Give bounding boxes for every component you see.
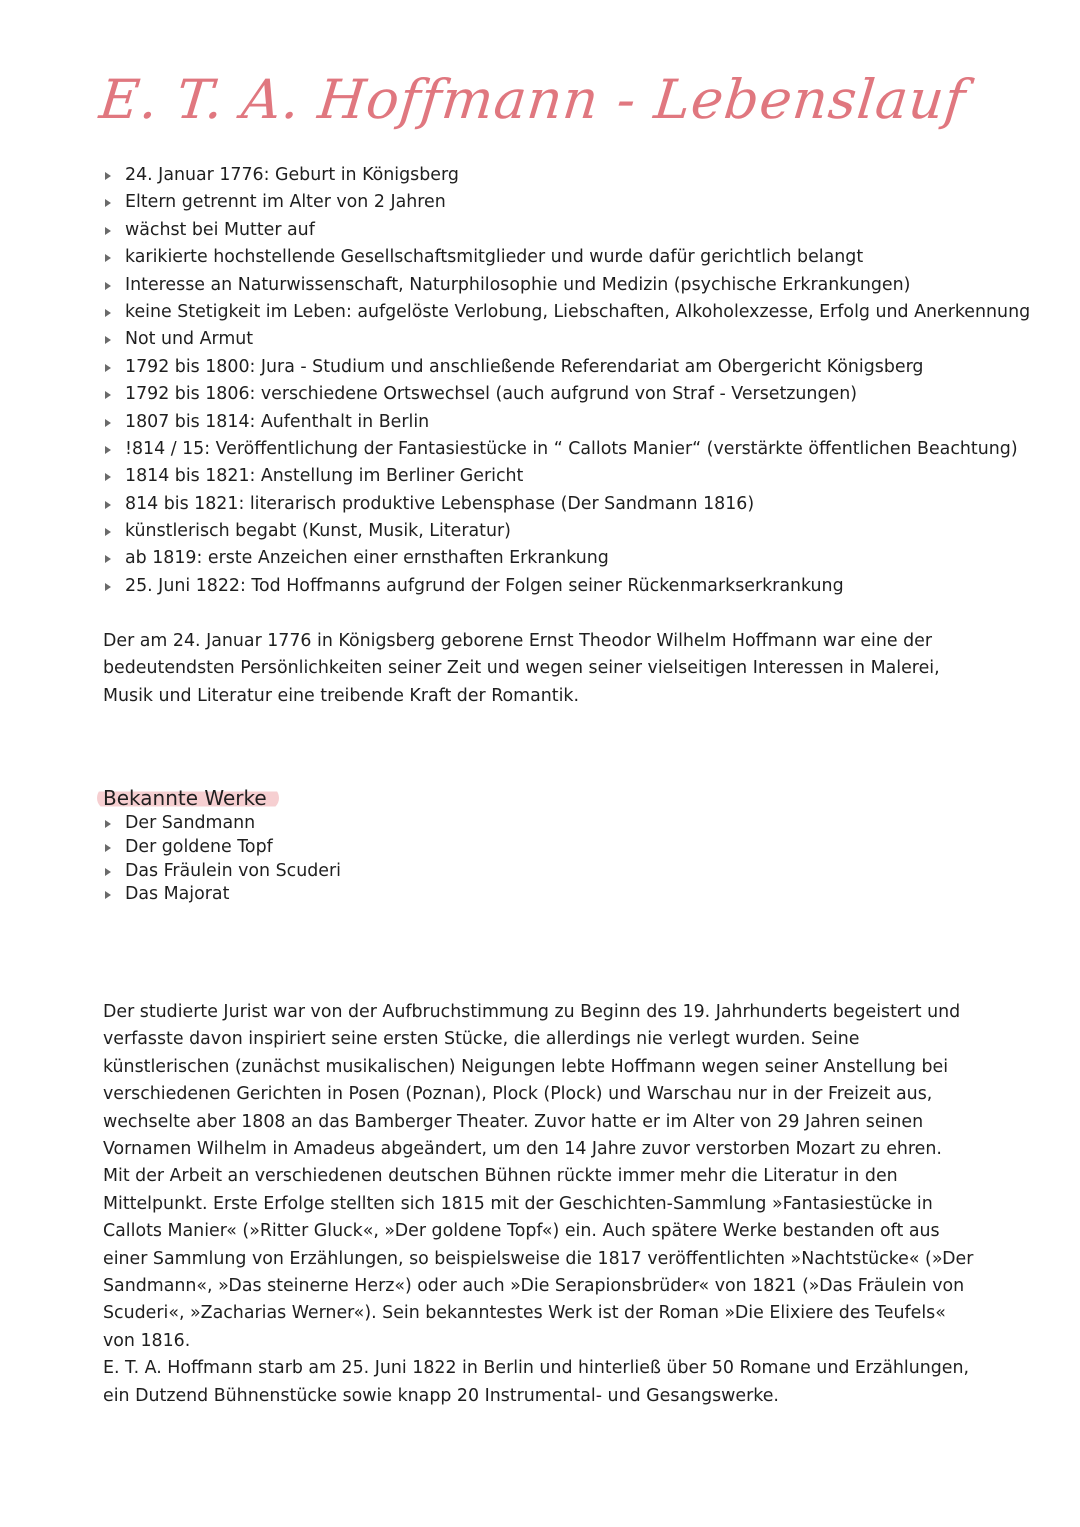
bullet-triangle-icon: [105, 473, 111, 481]
list-item-text: 1807 bis 1814: Aufenthalt in Berlin: [125, 411, 430, 432]
works-list: [103, 812, 341, 907]
list-item: [103, 217, 1030, 244]
list-item-text: 25. Juni 1822: Tod Hoffmanns aufgrund der Folgen seiner Rückenmarkserkrankung: [125, 575, 844, 596]
bullet-triangle-icon: [105, 227, 111, 235]
bullet-triangle-icon: [105, 254, 111, 262]
list-item: [103, 518, 1030, 545]
list-item: [103, 162, 1030, 189]
list-item-text: Eltern getrennt im Alter von 2 Jahren: [125, 192, 446, 213]
list-item: [103, 299, 1030, 326]
details-section: [103, 999, 983, 1410]
list-item: [103, 436, 1030, 463]
list-item-text: 1792 bis 1800: Jura - Studium und anschließende Referendariat am Obergericht Königsberg: [125, 356, 924, 377]
list-item-text: karikierte hochstellende Gesellschaftsmitglieder und wurde dafür gerichtlich belangt: [125, 247, 864, 268]
bullet-triangle-icon: [105, 844, 111, 852]
list-item-text: Das Majorat: [125, 884, 230, 905]
bullet-triangle-icon: [105, 391, 111, 399]
list-item-text: keine Stetigkeit im Leben: aufgelöste Verlobung, Liebschaften, Alkoholexzesse, Erfolg und Anerkennung: [125, 301, 1031, 322]
bullet-triangle-icon: [105, 364, 111, 372]
intro-paragraph: Der am 24. Januar 1776 in Königsberg geborene Ernst Theodor Wilhelm Hoffmann war eine der bedeutendsten Persönlichkeiten seiner Zeit und wegen seiner vielseitigen Interessen in Malerei, Musik und Literatur eine treibende Kraft der Romantik.: [103, 631, 940, 706]
bullet-triangle-icon: [105, 419, 111, 427]
bullet-triangle-icon: [105, 199, 111, 207]
biography-list: [103, 162, 1030, 600]
list-item: [103, 326, 1030, 353]
list-item: [103, 354, 1030, 381]
bullet-triangle-icon: [105, 583, 111, 591]
list-item-text: 24. Januar 1776: Geburt in Königsberg: [125, 165, 459, 185]
list-item-text: 1814 bis 1821: Anstellung im Berliner Gericht: [125, 466, 524, 487]
list-item-text: ab 1819: erste Anzeichen einer ernsthaften Erkrankung: [125, 548, 609, 569]
list-item-text: Interesse an Naturwissenschaft, Naturphilosophie und Medizin (psychische Erkrankungen): [125, 274, 911, 295]
list-item: [103, 883, 341, 907]
list-item: [103, 573, 1030, 600]
list-item: [103, 272, 1030, 299]
list-item: [103, 463, 1030, 490]
list-item: [103, 545, 1030, 572]
bullet-triangle-icon: [105, 820, 111, 828]
list-item-text: !814 / 15: Veröffentlichung der Fantasiestücke in “ Callots Manier“ (verstärkte öffentlichen Beachtung): [125, 438, 1018, 459]
works-heading: Bekannte Werke: [97, 786, 279, 810]
bullet-triangle-icon: [105, 868, 111, 876]
list-item: [103, 189, 1030, 216]
list-item: [103, 381, 1030, 408]
list-item-text: Der goldene Topf: [125, 836, 273, 857]
list-item: [103, 812, 341, 836]
bullet-triangle-icon: [105, 446, 111, 454]
list-item: [103, 244, 1030, 271]
bullet-triangle-icon: [105, 891, 111, 899]
list-item: [103, 860, 341, 884]
list-item-text: Der Sandmann: [125, 813, 256, 833]
bullet-triangle-icon: [105, 172, 111, 180]
page-title: E. T. A. Hoffmann - Lebenslauf: [96, 68, 969, 131]
list-item-text: künstlerisch begabt (Kunst, Musik, Literatur): [125, 521, 511, 542]
list-item-text: Das Fräulein von Scuderi: [125, 860, 341, 881]
list-item: [103, 491, 1030, 518]
bullet-triangle-icon: [105, 336, 111, 344]
list-item-text: Not und Armut: [125, 329, 254, 350]
details-paragraph: Mit der Arbeit an verschiedenen deutschen Bühnen rückte immer mehr die Literatur in den Mittelpunkt. Erste Erfolge stellten sich 1815 mit der Geschichten-Sammlung »Fantasiestücke in Callots Manier« (»Ritter Gluck«, »Der goldene Topf«) ein. Auch spätere Werke bestanden oft aus einer Sammlung von Erzählungen, so beispielsweise die 1817 veröffentlichten »Nachtstücke« (»Der Sandmann«, »Das steinerne Herz«) oder auch »Die Serapionsbrüder« von 1821 (»Das Fräulein von Scuderi«, »Zacharias Werner«). Sein bekanntestes Werk ist der Roman »Die Elixiere des Teufels« von 1816.: [103, 1166, 974, 1351]
bullet-triangle-icon: [105, 501, 111, 509]
list-item-text: 814 bis 1821: literarisch produktive Lebensphase (Der Sandmann 1816): [125, 493, 755, 514]
bullet-triangle-icon: [105, 309, 111, 317]
bullet-triangle-icon: [105, 555, 111, 563]
details-paragraph: Der studierte Jurist war von der Aufbruchstimmung zu Beginn des 19. Jahrhunderts begeistert und verfasste davon inspiriert seine ersten Stücke, die allerdings nie verlegt wurden. Seine künstlerischen (zunächst musikalischen) Neigungen lebte Hoffmann wegen seiner Anstellung bei verschiedenen Gerichten in Posen (Poznan), Plock (Plock) und Warschau nur in der Freizeit aus, wechselte aber 1808 an das Bamberger Theater. Zuvor hatte er im Alter von 29 Jahren seinen Vornamen Wilhelm in Amadeus abgeändert, um den 14 Jahre zuvor verstorben Mozart zu ehren.: [103, 1002, 961, 1160]
bullet-triangle-icon: [105, 282, 111, 290]
list-item-text: wächst bei Mutter auf: [125, 219, 315, 240]
bullet-triangle-icon: [105, 528, 111, 536]
list-item: [103, 836, 341, 860]
list-item: [103, 409, 1030, 436]
details-paragraph: E. T. A. Hoffmann starb am 25. Juni 1822 in Berlin und hinterließ über 50 Romane und Erzählungen, ein Dutzend Bühnenstücke sowie knapp 20 Instrumental- und Gesangswerke.: [103, 1358, 970, 1406]
list-item-text: 1792 bis 1806: verschiedene Ortswechsel (auch aufgrund von Straf - Versetzungen): [125, 384, 858, 405]
